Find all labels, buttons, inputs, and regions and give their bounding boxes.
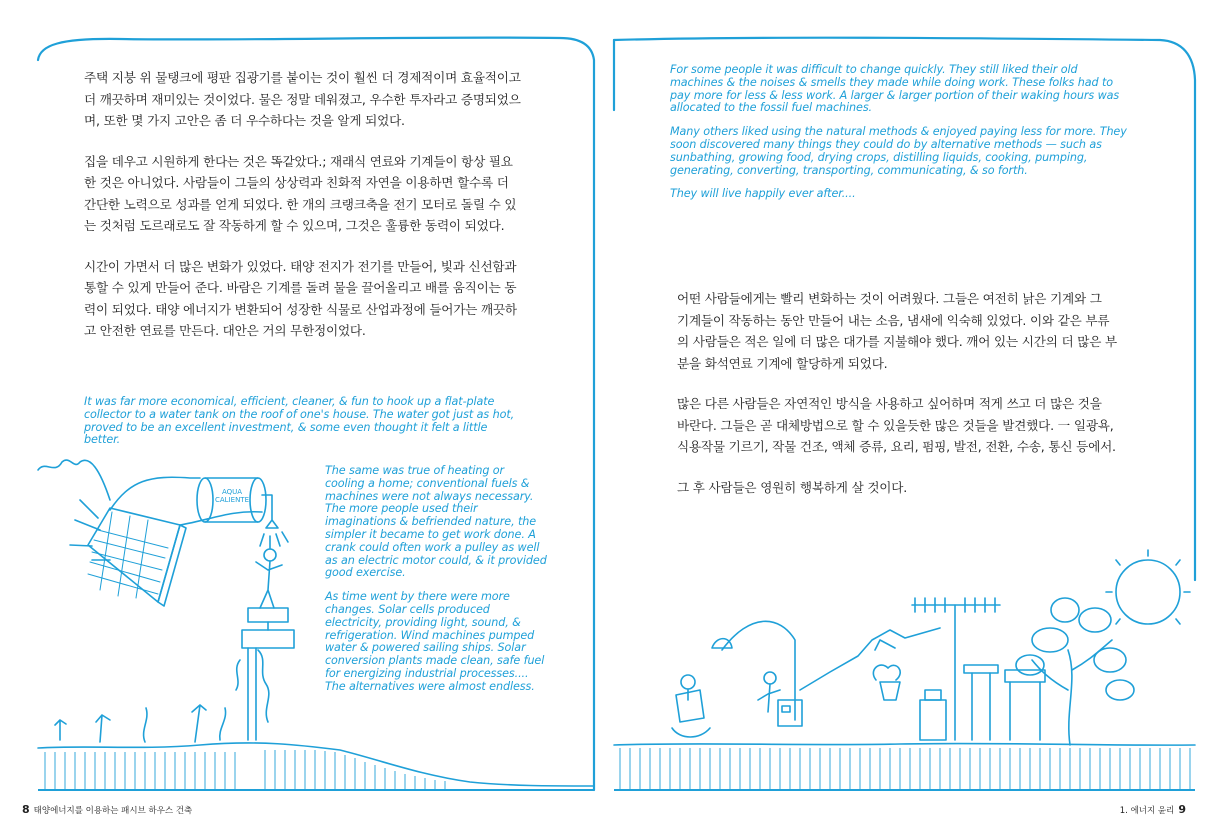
left-ground-hatching [38,750,594,790]
right-english-paragraph-3: They will live happily ever after.... [670,187,856,201]
left-english-intro [84,396,524,458]
alternative-methods-illustration [614,550,1195,745]
right-page-number: 9 [1178,803,1186,816]
right-english-text [670,64,1132,212]
left-english-paragraph-3: As time went by there were more changes. Solar cells produced electricity, providing light, sound, & refrigeration. Wind machines pumped water & powered sailing ships. Solar conversion plants made clean, safe fuel for energizing industrial processes.... The alternatives were almost endless. [325,590,545,693]
left-korean-text [84,67,524,361]
right-ground-hatching [614,748,1195,790]
right-korean-paragraph-1: 어떤 사람들에게는 빨리 변화하는 것이 어려웠다. 그들은 여전히 낡은 기계와 그 기계들이 작동하는 동안 만들어 내는 소음, 냄새에 익숙해 있었다. 이와 같은 부류의 사람들은 적은 일에 더 많은 대가를 지불해야 했다. 깨어 있는 시간의 더 많은 부분을 화석연료 기계에 할당하게 되었다. [677,291,1117,371]
left-page-number: 8 [22,803,30,816]
left-folio [22,803,192,816]
right-folio [1120,803,1186,816]
left-english-paragraph-1: It was far more economical, efficient, cleaner, & fun to hook up a flat-plate collector to a water tank on the roof of one's house. The water got just as hot, proved to be an excellent investment, & some even thought it felt a little better. [84,395,515,447]
right-running-title: 1. 에너지 윤리 [1119,806,1175,816]
left-korean-paragraph-2: 집을 데우고 시원하게 한다는 것은 똑같았다.; 재래식 연료와 기계들이 항상 필요한 것은 아니었다. 사람들이 그들의 상상력과 친화적 자연을 이용하면 할수록 더 간단한 노력으로 성과를 얻게 되었다. 한 개의 크랭크축을 전기 모터로 돌릴 수 있는 것처럼 도르래로도 잘 작동하게 할 수 있으며, 그것은 훌륭한 동력이 되었다. [84,153,517,233]
left-korean-paragraph-3: 시간이 가면서 더 많은 변화가 있었다. 태양 전지가 전기를 만들어, 빛과 신선함과 통할 수 있게 만들어 준다. 바람은 기계를 돌려 물을 끌어올리고 배를 움직이는 동력이 되었다. 태양 에너지가 변환되어 성장한 식물로 산업과정에 들어가는 깨끗하고 안전한 연료를 만든다. 대안은 거의 무한정이었다. [84,258,517,338]
right-english-paragraph-2: Many others liked using the natural methods & enjoyed paying less for more. They soon discovered many things they could do by alternative methods — such as sunbathing, growing food, drying crops, distilling liquids, cooking, pumping, generating, converting, transporting, communicating, & so forth. [670,125,1127,177]
left-english-column [325,465,547,705]
left-english-paragraph-2: The same was true of heating or cooling a home; conventional fuels & machines were not always necessary. The more people used their imaginations & befriended nature, the simpler it became to get work done. A crank could often work a pulley as well as an electric motor could, & it provided good exercise. [325,464,547,580]
right-english-paragraph-1: For some people it was difficult to change quickly. They still liked their old machines & the noises & smells they made while doing work. These folks had to pay more for less & less work. A larger & larger portion of their waking hours was allocated to the fossil fuel machines. [670,63,1120,115]
right-korean-paragraph-3: 그 후 사람들은 영원히 행복하게 살 것이다. [677,479,908,495]
right-korean-paragraph-2: 많은 다른 사람들은 자연적인 방식을 사용하고 싶어하며 적게 쓰고 더 많은 것을 바란다. 그들은 곧 대체방법으로 할 수 있을듯한 많은 것들을 발견했다. 一 일광욕, 식용작물 기르기, 작물 건조, 액체 증류, 요리, 펌핑, 발전, 전환, 수송, 통신 등에서. [677,396,1116,454]
left-running-title: 태양에너지를 이용하는 패시브 하우스 건축 [33,806,193,816]
left-korean-paragraph-1: 주택 지붕 위 물탱크에 평판 집광기를 붙이는 것이 훨씬 더 경제적이며 효율적이고 더 깨끗하며 재미있는 것이었다. 물은 정말 데워졌고, 우수한 투자라고 증명되었으며, 또한 몇 가지 고안은 좀 더 우수하다는 것을 알게 되었다. [84,70,521,128]
tank-label: AQUA CALIENTE [215,488,249,504]
right-korean-text [677,288,1117,517]
